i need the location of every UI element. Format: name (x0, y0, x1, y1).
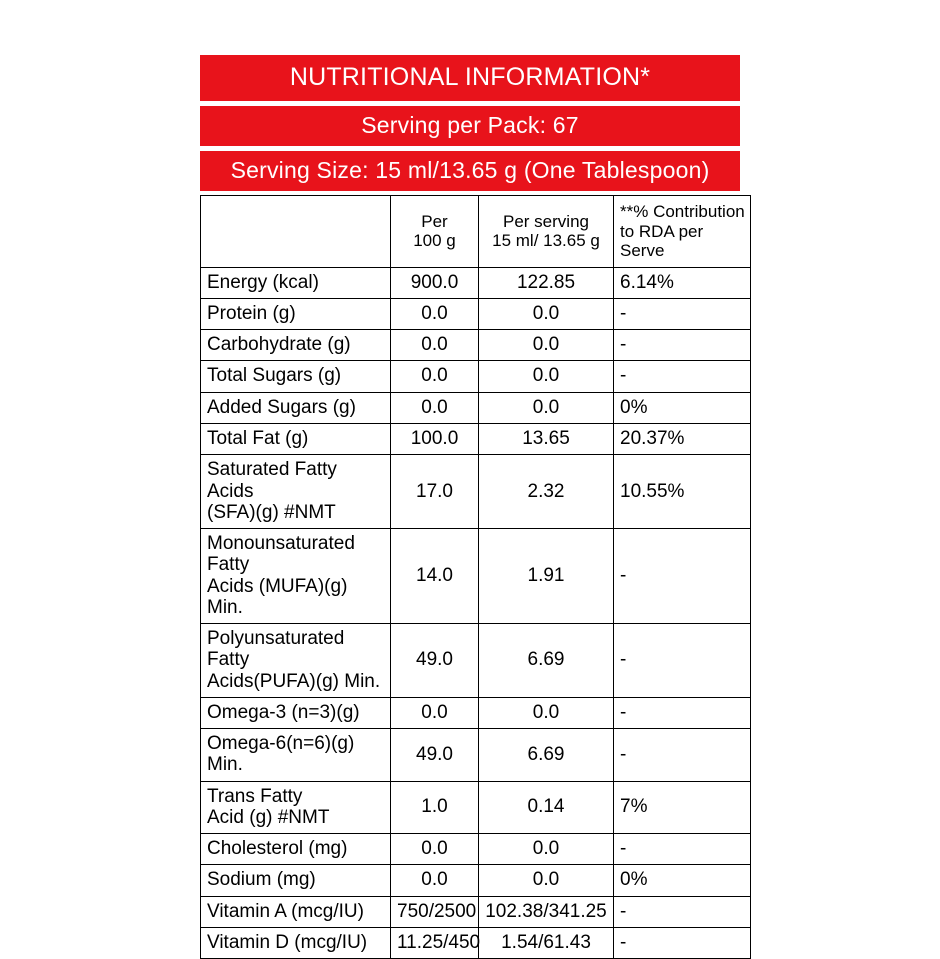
column-header-line2: 15 ml/ 13.65 g (492, 231, 600, 251)
row-value-rda: - (614, 624, 751, 698)
table-row (201, 392, 751, 423)
row-label (201, 781, 391, 834)
column-header-2 (479, 196, 614, 268)
row-value-rda: 0% (614, 392, 751, 423)
table-row (201, 928, 751, 959)
row-value-rda: - (614, 361, 751, 392)
row-label-line1: Sodium (mg) (207, 869, 316, 891)
row-value-per-serving: 6.69 (479, 624, 614, 698)
row-label (201, 392, 391, 423)
table-row (201, 834, 751, 865)
table-row (201, 624, 751, 698)
row-label-line1: Added Sugars (g) (207, 396, 356, 418)
table-row (201, 729, 751, 782)
row-value-rda: - (614, 834, 751, 865)
row-label-line1: Cholesterol (mg) (207, 838, 348, 860)
table-row (201, 529, 751, 624)
row-value-rda: 0% (614, 865, 751, 896)
column-header-line1: Per (421, 211, 448, 231)
row-value-per-100g: 100.0 (391, 423, 479, 454)
row-label-line1: Carbohydrate (g) (207, 334, 351, 356)
column-header-line2: 100 g (413, 231, 456, 251)
row-value-rda: - (614, 697, 751, 728)
row-value-per-100g: 11.25/450 (391, 928, 479, 959)
row-value-per-100g: 0.0 (391, 834, 479, 865)
column-header-1 (391, 196, 479, 268)
row-value-per-100g: 0.0 (391, 330, 479, 361)
row-value-per-serving: 102.38/341.25 (479, 896, 614, 927)
row-value-rda: 7% (614, 781, 751, 834)
row-value-per-100g: 49.0 (391, 624, 479, 698)
row-value-per-100g: 1.0 (391, 781, 479, 834)
serving-size-band: Serving Size: 15 ml/13.65 g (One Tablespoon) (200, 151, 740, 191)
row-label (201, 865, 391, 896)
row-label-line1: Saturated Fatty Acids (207, 459, 337, 502)
column-header-line1: **% Contribution (620, 202, 745, 221)
row-label (201, 697, 391, 728)
row-value-rda: - (614, 928, 751, 959)
nutrition-title: NUTRITIONAL INFORMATION* (200, 55, 740, 101)
row-label-line1: Total Fat (g) (207, 427, 309, 449)
row-label (201, 361, 391, 392)
row-value-per-100g: 0.0 (391, 865, 479, 896)
nutrition-table-body (201, 196, 751, 959)
row-label-line1: Omega-3 (n=3)(g) (207, 701, 360, 723)
row-value-per-serving: 0.0 (479, 361, 614, 392)
table-row (201, 267, 751, 298)
row-value-per-serving: 0.0 (479, 298, 614, 329)
table-row (201, 865, 751, 896)
table-row (201, 330, 751, 361)
row-value-per-100g: 49.0 (391, 729, 479, 782)
row-value-per-100g: 14.0 (391, 529, 479, 624)
row-label-line2: Acids(PUFA)(g) Min. (207, 670, 381, 692)
column-header-3 (614, 196, 751, 268)
row-label (201, 529, 391, 624)
row-label-line1: Protein (g) (207, 302, 296, 324)
row-value-per-serving: 122.85 (479, 267, 614, 298)
row-value-per-100g: 750/2500 (391, 896, 479, 927)
table-row (201, 455, 751, 529)
row-label-line1: Vitamin D (mcg/IU) (207, 932, 368, 954)
table-header-row (201, 196, 751, 268)
table-row (201, 697, 751, 728)
row-value-per-serving: 0.0 (479, 697, 614, 728)
row-label-line2: Acid (g) #NMT (207, 806, 330, 828)
row-value-per-100g: 17.0 (391, 455, 479, 529)
row-value-rda: - (614, 298, 751, 329)
table-row (201, 298, 751, 329)
row-label-line1: Omega-6(n=6)(g) Min. (207, 733, 355, 776)
row-value-per-100g: 0.0 (391, 392, 479, 423)
row-label-line1: Total Sugars (g) (207, 365, 342, 387)
row-label (201, 896, 391, 927)
row-label-line1: Vitamin A (mcg/IU) (207, 900, 364, 922)
row-label (201, 267, 391, 298)
row-value-per-serving: 13.65 (479, 423, 614, 454)
row-value-rda: - (614, 330, 751, 361)
row-label-line1: Energy (kcal) (207, 271, 319, 293)
row-label (201, 423, 391, 454)
column-header-0 (201, 196, 391, 268)
table-row (201, 423, 751, 454)
row-value-rda: 20.37% (614, 423, 751, 454)
row-label (201, 624, 391, 698)
row-value-per-100g: 900.0 (391, 267, 479, 298)
table-row (201, 781, 751, 834)
row-label (201, 330, 391, 361)
serving-per-pack-band: Serving per Pack: 67 (200, 106, 740, 146)
row-label-line2: (SFA)(g) #NMT (207, 501, 336, 523)
row-value-rda: 10.55% (614, 455, 751, 529)
row-value-per-serving: 0.14 (479, 781, 614, 834)
row-value-per-serving: 1.91 (479, 529, 614, 624)
row-value-per-serving: 0.0 (479, 865, 614, 896)
table-row (201, 361, 751, 392)
row-label (201, 298, 391, 329)
nutrition-table (200, 195, 751, 959)
nutrition-panel (200, 55, 745, 959)
row-label (201, 928, 391, 959)
row-value-per-serving: 0.0 (479, 392, 614, 423)
row-label-line2: Acids (MUFA)(g) Min. (207, 575, 348, 618)
row-label-line1: Polyunsaturated Fatty (207, 628, 345, 671)
table-row (201, 896, 751, 927)
row-value-rda: - (614, 896, 751, 927)
row-value-rda: 6.14% (614, 267, 751, 298)
row-value-rda: - (614, 729, 751, 782)
row-value-rda: - (614, 529, 751, 624)
row-label (201, 455, 391, 529)
column-header-line1: Per serving (503, 211, 589, 231)
row-label-line1: Monounsaturated Fatty (207, 533, 355, 576)
row-value-per-serving: 1.54/61.43 (479, 928, 614, 959)
row-value-per-serving: 0.0 (479, 834, 614, 865)
row-label (201, 834, 391, 865)
column-header-line2: to RDA per Serve (620, 221, 704, 261)
row-value-per-serving: 2.32 (479, 455, 614, 529)
row-value-per-serving: 6.69 (479, 729, 614, 782)
row-value-per-100g: 0.0 (391, 298, 479, 329)
row-value-per-100g: 0.0 (391, 361, 479, 392)
row-label (201, 729, 391, 782)
row-value-per-100g: 0.0 (391, 697, 479, 728)
row-value-per-serving: 0.0 (479, 330, 614, 361)
row-label-line1: Trans Fatty (207, 785, 303, 807)
